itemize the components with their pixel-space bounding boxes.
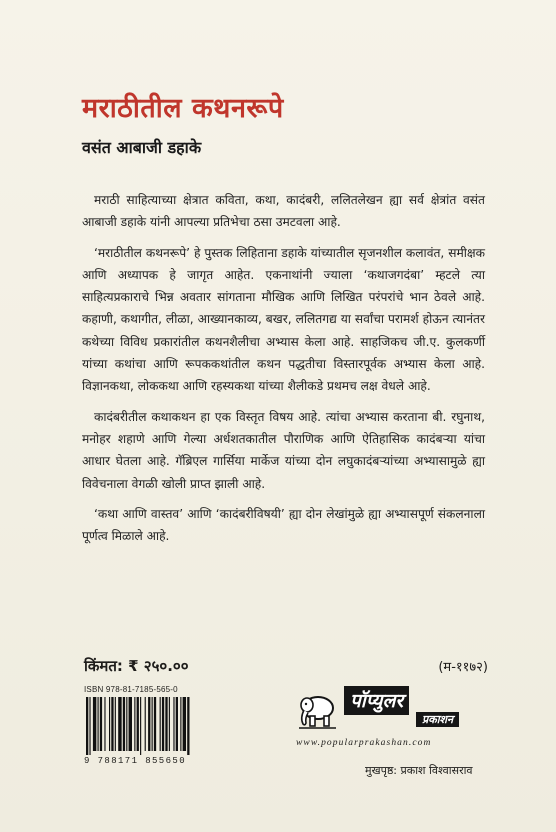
- book-author: वसंत आबाजी डहाके: [82, 138, 202, 157]
- blurb-paragraph: ‘मराठीतील कथनरूपे’ हे पुस्तक लिहिताना डहाके यांच्यातील सृजनशील कलावंत, समीक्षक आणि अध्यापक हे जागृत आहेत. एकनाथांनी ज्याला ‘कथाजगदंबा’ म्हटले त्या साहित्यप्रकाराचे भिन्न अवतार सांगताना मौखिक आणि लिखित परंपरांचे भान ठेवले आहे. कहाणी, कथागीत, लीळा, आख्यानकाव्य, बखर, ललितगद्य या सर्वांचा परामर्श होऊन त्यानंतर कथेच्या विविध प्रकारांतील कथनशैलीचा अभ्यास केला आहे. साहजिकच जी.ए. कुलकर्णी यांच्या कथांचा आणि रूपककथांतील कथन पद्धतीचा विस्तारपूर्वक अभ्यास केला आहे. विज्ञानकथा, लोककथा आणि रहस्यकथा यांच्या शैलीकडे प्रथमच लक्ष वेधले आहे.: [82, 245, 485, 394]
- publisher-name: पॉप्युलर: [344, 686, 409, 715]
- price-label: किंमत: ₹ २५०.००: [84, 657, 189, 675]
- publisher-website: www.popularprakashan.com: [296, 738, 432, 748]
- cover-credit: मुखपृष्ठ: प्रकाश विश्वासराव: [365, 764, 473, 777]
- book-title: मराठीतील कथनरूपे: [82, 93, 284, 124]
- price-row: [84, 656, 488, 676]
- elephant-icon: [296, 688, 338, 730]
- publisher-logo: [296, 684, 488, 740]
- catalog-code: (म-११७२): [438, 660, 488, 675]
- blurb-paragraph: मराठी साहित्याच्या क्षेत्रात कविता, कथा, कादंबरी, ललितलेखन ह्या सर्व क्षेत्रांत वसंत आबाजी डहाके यांनी आपल्या प्रतिभेचा ठसा उमटवला आहे.: [82, 193, 485, 230]
- barcode-icon: [84, 697, 234, 755]
- blurb-paragraph: ‘कथा आणि वास्तव’ आणि ‘कादंबरीविषयी’ ह्या दोन लेखांमुळे ह्या अभ्यासपूर्ण संकलनाला पूर्णत्व मिळाले आहे.: [82, 506, 485, 544]
- barcode-block: [84, 685, 242, 766]
- barcode-number: 9 788171 855650: [84, 756, 187, 766]
- isbn-text: ISBN 978-81-7185-565-0: [84, 685, 178, 694]
- publisher-sub: प्रकाशन: [416, 712, 459, 727]
- blurb: [82, 189, 485, 555]
- blurb-paragraph: कादंबरीतील कथाकथन हा एक विस्तृत विषय आहे. त्यांचा अभ्यास करताना बी. रघुनाथ, मनोहर शहाणे आणि गेल्या अर्धशतकातील पौराणिक आणि ऐतिहासिक कादंबऱ्या यांचा आधार घेतला आहे. गॅब्रिएल गार्सिया मार्केज यांच्या दोन लघुकादंबऱ्यांच्या अभ्यासामुळे ह्या विवेचनाला वेगळी खोली प्राप्त झाली आहे.: [82, 409, 485, 491]
